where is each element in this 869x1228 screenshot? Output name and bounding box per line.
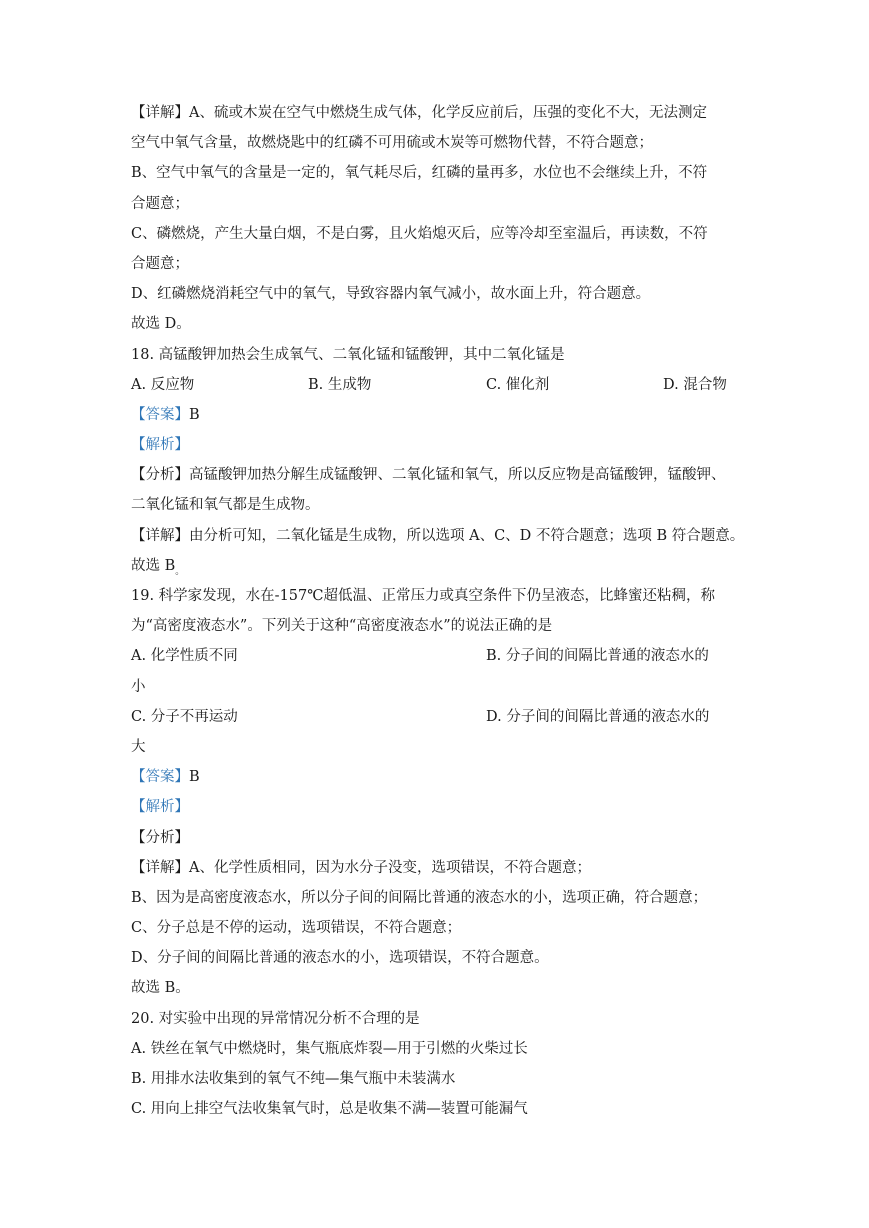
q19-detail [131, 853, 741, 883]
q17-detail-line: 空气中氧气含量，故燃烧匙中的红磷不可用硫或木炭等可燃物代替，不符合题意； [131, 135, 653, 152]
detail-tag: 【详解】 [131, 105, 189, 121]
q18-fenxi [131, 460, 741, 490]
q17-detail-line: 合题意； [131, 195, 189, 212]
q18-answer [131, 400, 741, 430]
q19-answer [131, 762, 741, 792]
q17-detail-line [131, 98, 741, 128]
detail-text: A、化学性质相同，因为水分子没变，选项错误，不符合题意； [189, 859, 591, 876]
fenxi-tag: 【分析】 [131, 467, 189, 484]
choose-text: 故选 B [131, 557, 176, 574]
q18-detail [131, 521, 745, 551]
q17-detail-line: C、磷燃烧，产生大量白烟，不是白雾，且火焰熄灭后，应等冷却至室温后，再读数，不符 [131, 225, 708, 242]
detail-text: 由分析可知，二氧化锰是生成物，所以选项 A、C、D 不符合题意；选项 B 符合题意。 [189, 527, 745, 544]
detail-text: A、硫或木炭在空气中燃烧生成气体，化学反应前后，压强的变化不大，无法测定 [189, 105, 707, 121]
q19-options-row [131, 641, 741, 671]
q19-option-d[interactable]: D. 分子间的间隔比普通的液态水的 [486, 708, 710, 725]
q19-option-c[interactable]: C. 分子不再运动 [131, 708, 238, 725]
q17-detail-line: 合题意； [131, 255, 189, 272]
q18-choose [131, 551, 741, 581]
fenxi-text: 高锰酸钾加热分解生成锰酸钾、二氧化锰和氧气，所以反应物是高锰酸钾，锰酸钾、 [189, 467, 726, 484]
q19-detail-line: B、因为是高密度液态水，所以分子间的间隔比普通的液态水的小，选项正确，符合题意； [131, 889, 708, 906]
q19-stem: 19. 科学家发现，水在-157℃超低温、正常压力或真空条件下仍呈液态，比蜂蜜还粘稠，称 [131, 588, 715, 604]
q19-stem-cont: 为“高密度液态水”。下列关于这种“高密度液态水”的说法正确的是 [131, 618, 553, 635]
q17-detail-line: D、红磷燃烧消耗空气中的氧气，导致容器内氧气减小，故水面上升，符合题意。 [131, 286, 651, 303]
q18-options [131, 370, 741, 400]
q20-stem: 20. 对实验中出现的异常情况分析不合理的是 [131, 1010, 420, 1027]
answer-tag: 【答案】 [131, 769, 189, 786]
document-page [131, 98, 745, 1124]
detail-tag: 【详解】 [131, 527, 189, 544]
q18-fenxi-cont: 二氧化锰和氧气都是生成物。 [131, 497, 320, 514]
q18-option-d[interactable]: D. 混合物 [663, 376, 727, 393]
q19-analysis-tag: 【解析】 [131, 799, 189, 816]
q17-choose: 故选 D。 [131, 316, 191, 333]
q18-option-c[interactable]: C. 催化剂 [486, 376, 550, 393]
q20-option-b[interactable]: B. 用排水法收集到的氧气不纯—集气瓶中未装满水 [131, 1071, 456, 1087]
answer-value: B [189, 406, 200, 423]
q19-option-b-cont: 小 [131, 678, 146, 695]
q19-choose: 故选 B。 [131, 980, 190, 997]
q19-fenxi-tag: 【分析】 [131, 829, 189, 846]
q19-option-a[interactable]: A. 化学性质不同 [131, 648, 238, 665]
q20-option-a[interactable]: A. 铁丝在氧气中燃烧时，集气瓶底炸裂—用于引燃的火柴过长 [131, 1040, 528, 1057]
answer-value: B [189, 769, 200, 786]
q19-detail-line: C、分子总是不停的运动，选项错误，不符合题意； [131, 920, 462, 937]
q18-stem: 18. 高锰酸钾加热会生成氧气、二氧化锰和锰酸钾，其中二氧化锰是 [131, 346, 565, 363]
answer-tag: 【答案】 [131, 406, 189, 423]
detail-tag: 【详解】 [131, 859, 189, 876]
q19-options-row [131, 702, 741, 732]
choose-mark: 。 [175, 566, 185, 577]
q19-option-b[interactable]: B. 分子间的间隔比普通的液态水的 [486, 648, 709, 665]
q18-option-b[interactable]: B. 生成物 [308, 376, 372, 393]
q17-detail-line: B、空气中氧气的含量是一定的，氧气耗尽后，红磷的量再多，水位也不会继续上升，不符 [131, 165, 708, 182]
q18-analysis-tag: 【解析】 [131, 437, 189, 454]
q19-detail-line: D、分子间的间隔比普通的液态水的小，选项错误，不符合题意。 [131, 950, 549, 967]
q19-option-d-cont: 大 [131, 738, 146, 755]
q18-option-a[interactable]: A. 反应物 [131, 376, 195, 393]
q20-option-c[interactable]: C. 用向上排空气法收集氧气时，总是收集不满—装置可能漏气 [131, 1101, 528, 1118]
